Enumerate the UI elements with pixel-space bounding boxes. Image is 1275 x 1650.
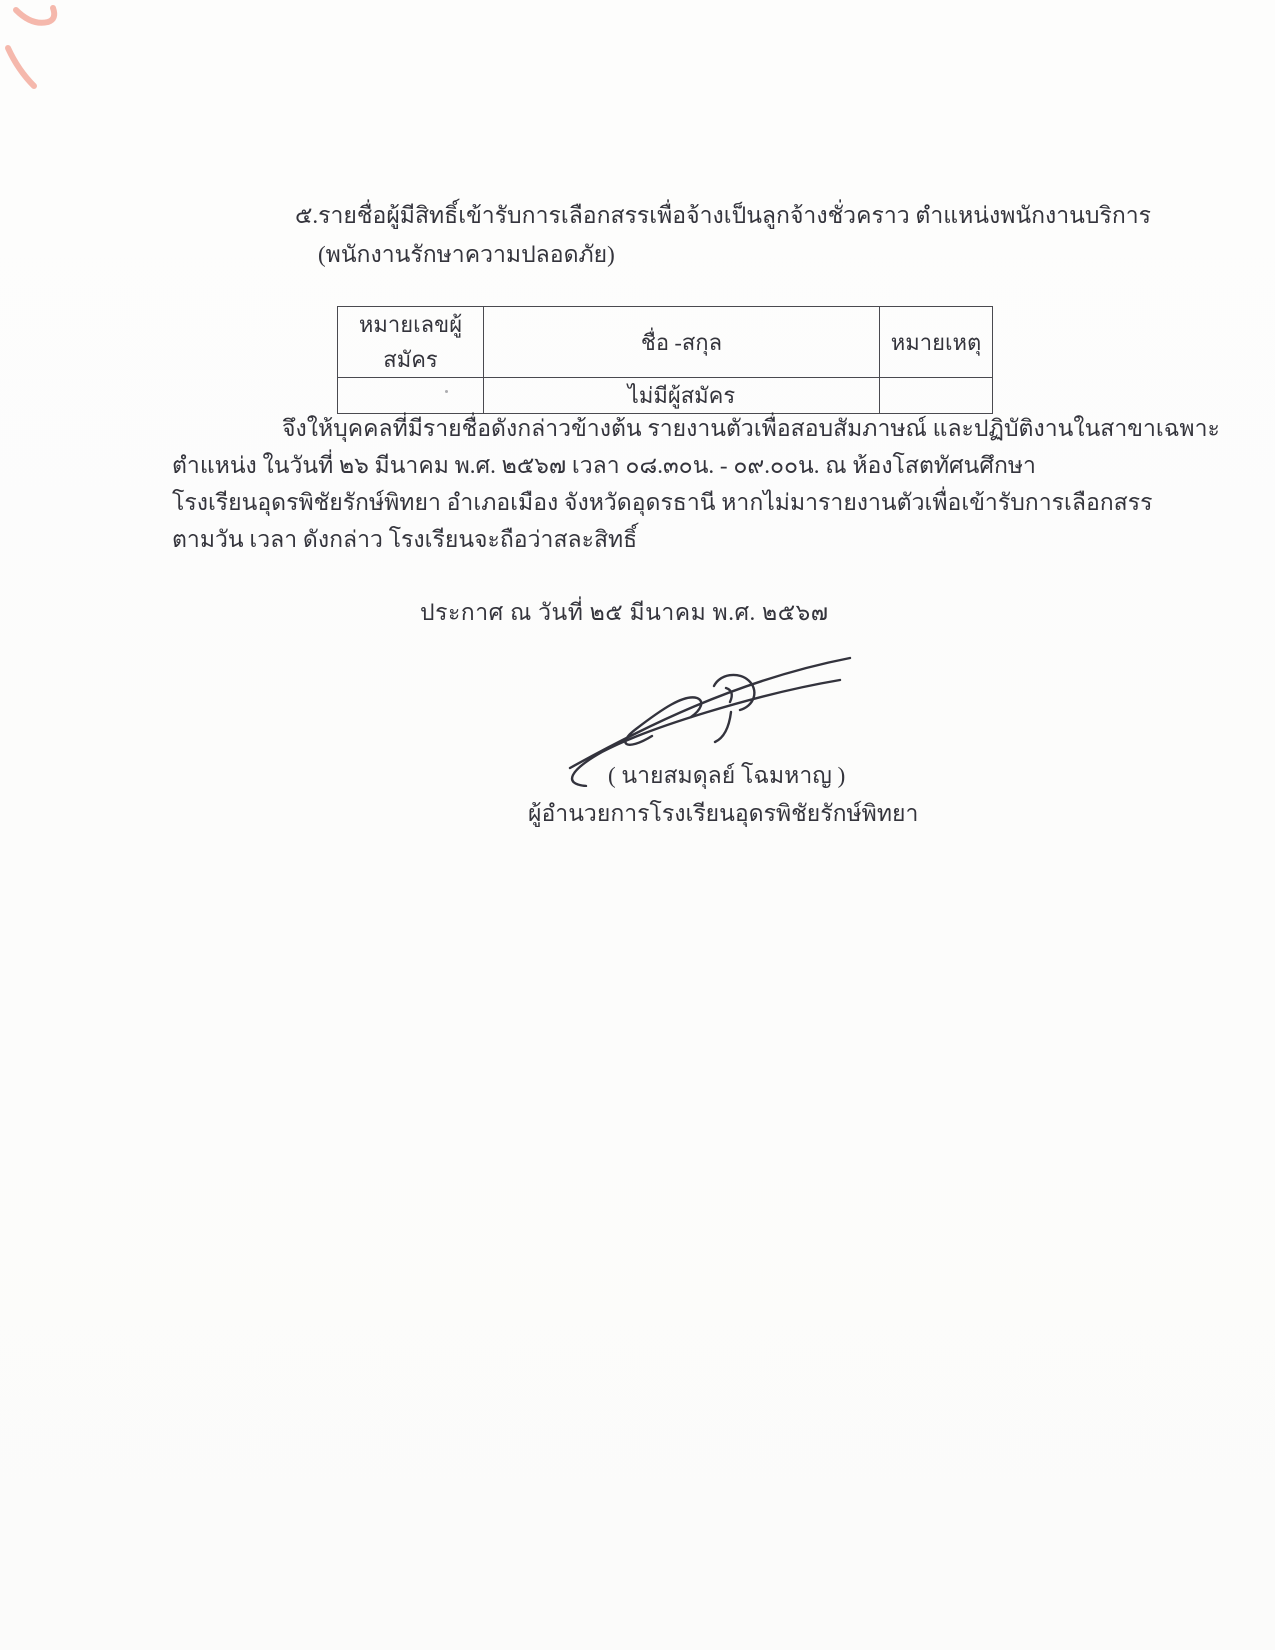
applicants-table: [337, 306, 993, 414]
body-paragraph-line1: จึงให้บุคคลที่มีรายชื่อดังกล่าวข้างต้น รายงานตัวเพื่อสอบสัมภาษณ์ และปฏิบัติงานในสาขาเฉพาะ: [282, 416, 1220, 441]
signature-long-stroke: [570, 658, 850, 768]
red-pen-stroke-top: [16, 8, 54, 23]
table-cell-remark: [880, 378, 993, 414]
body-paragraph-line3: โรงเรียนอุดรพิชัยรักษ์พิทยา อำเภอเมือง จังหวัดอุดรธานี หากไม่มารายงานตัวเพื่อเข้ารับการเลือกสรร: [172, 490, 1153, 515]
body-paragraph-line4: ตามวัน เวลา ดังกล่าว โรงเรียนจะถือว่าสละสิทธิ์: [172, 527, 638, 552]
red-pen-mark-icon: [2, 2, 72, 102]
table-row: [338, 378, 993, 414]
table-header-name-surname: ชื่อ -สกุล: [484, 307, 880, 378]
section-heading-line2: (พนักงานรักษาความปลอดภัย): [318, 242, 615, 267]
scan-dot-artifact: [445, 390, 448, 393]
signatory-title: ผู้อำนวยการโรงเรียนอุดรพิชัยรักษ์พิทยา: [528, 801, 919, 826]
section-heading-line1: ๕.รายชื่อผู้มีสิทธิ์เข้ารับการเลือกสรรเพื่อจ้างเป็นลูกจ้างชั่วคราว ตำแหน่งพนักงานบริการ: [295, 203, 1152, 228]
table-header-remark: หมายเหตุ: [880, 307, 993, 378]
signature-inner-curl: [726, 688, 732, 702]
table-header-row: [338, 307, 993, 378]
table-cell-no-applicants: ไม่มีผู้สมัคร: [484, 378, 880, 414]
table-cell-applicant-number: [338, 378, 484, 414]
signature-tail-stroke: [715, 712, 731, 742]
signatory-name: ( นายสมดุลย์ โฉมหาญ ): [608, 763, 846, 788]
announcement-date-line: ประกาศ ณ วันที่ ๒๕ มีนาคม พ.ศ. ๒๕๖๗: [420, 600, 829, 625]
table-header-applicant-number: หมายเลขผู้สมัคร: [338, 307, 484, 378]
body-paragraph-line2: ตำแหน่ง ในวันที่ ๒๖ มีนาคม พ.ศ. ๒๕๖๗ เวลา ๐๘.๓๐น. - ๐๙.๐๐น. ณ ห้องโสตทัศนศึกษา: [172, 453, 1036, 478]
red-pen-stroke-diagonal: [8, 48, 34, 86]
